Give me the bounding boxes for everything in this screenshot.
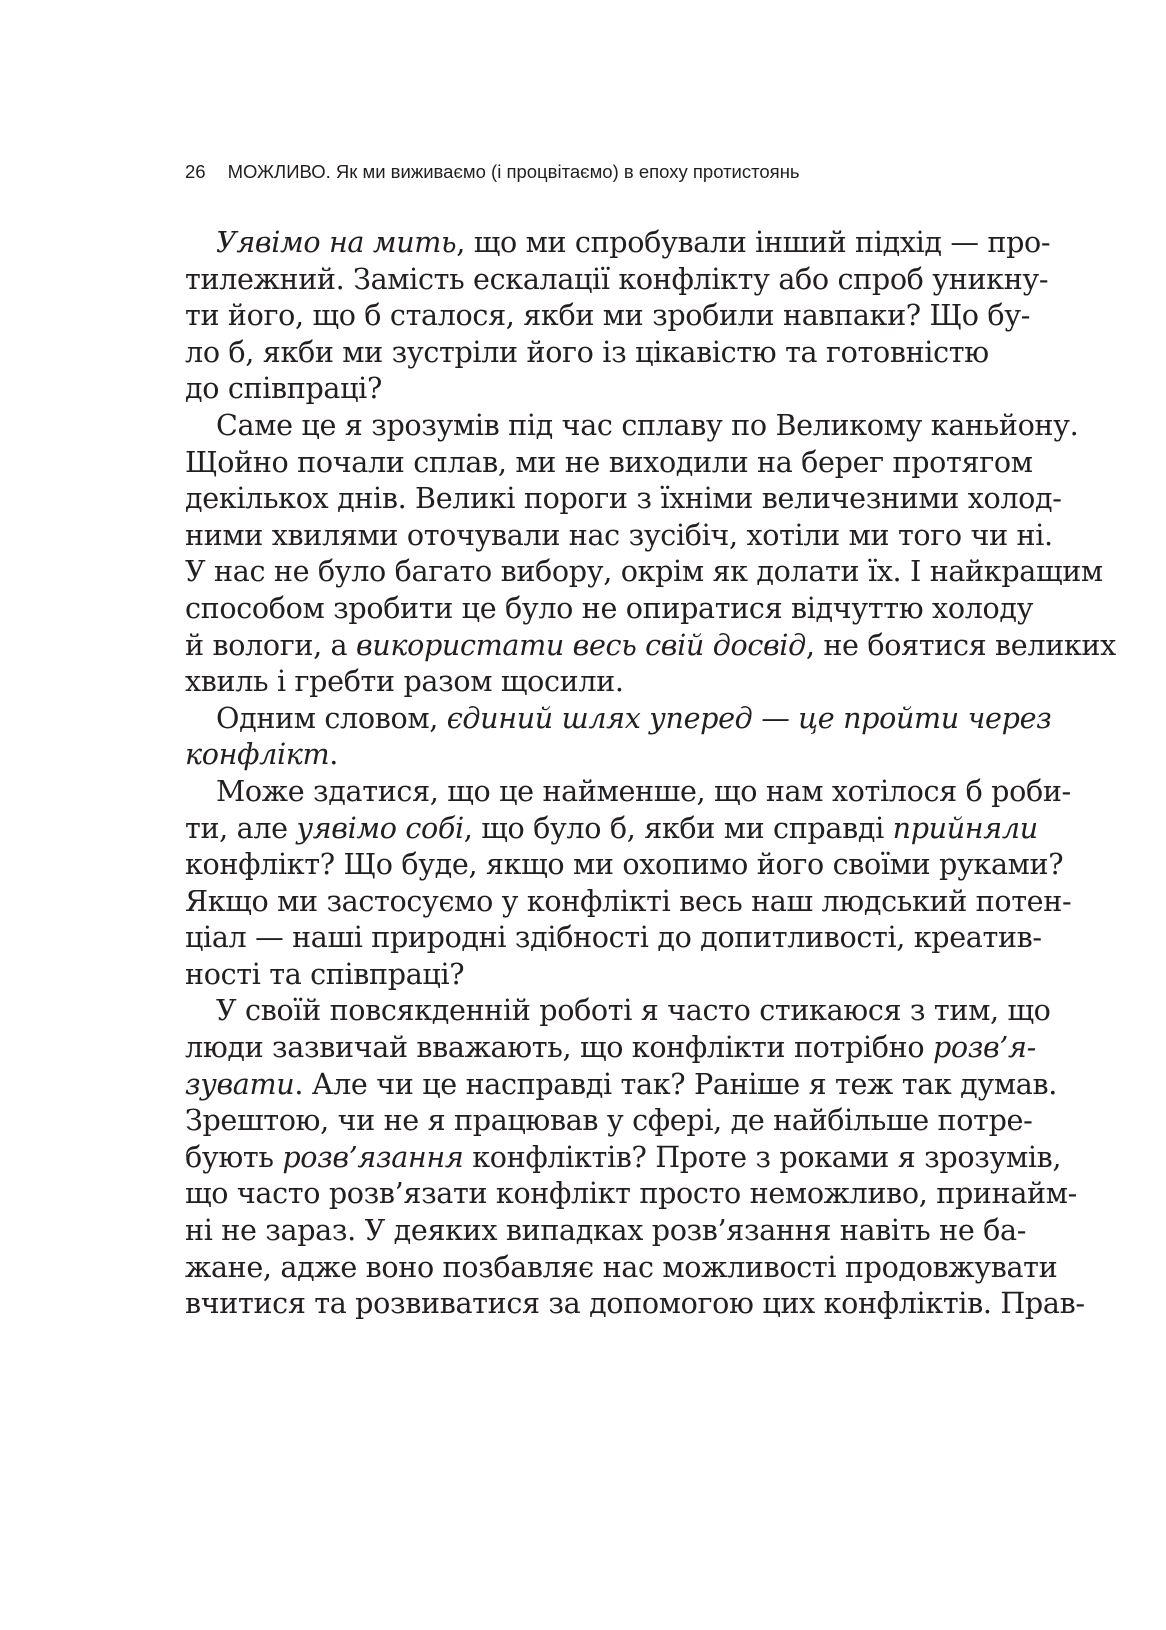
text-run: хвиль і гребти разом щосили. xyxy=(185,664,624,699)
italic-text: єдиний шлях уперед — це пройти через xyxy=(446,700,1052,735)
text-line xyxy=(185,883,1072,920)
text-run: Щойно почали сплав, ми не виходили на берег протягом xyxy=(185,444,1033,479)
text-line xyxy=(185,261,1049,298)
text-line xyxy=(185,553,1103,590)
text-run: ло б, якби ми зустріли його із цікавістю та готовністю xyxy=(185,334,989,369)
text-line xyxy=(185,590,1034,627)
text-run: ні не зараз. У деяких випадках розв’язання навіть не ба- xyxy=(185,1213,1027,1248)
text-run: до співпраці? xyxy=(185,371,382,406)
text-line xyxy=(185,1029,1036,1066)
text-run: й вологи, а xyxy=(185,627,356,662)
text-line xyxy=(185,773,1071,810)
text-run: ти, але xyxy=(185,810,297,845)
text-run: бують xyxy=(185,1139,283,1174)
text-line xyxy=(185,1212,1027,1249)
text-line xyxy=(185,444,1033,481)
text-run: Зрештою, чи не я працював у сфері, де найбільше потре- xyxy=(185,1103,1033,1138)
italic-text: розв’я- xyxy=(932,1030,1036,1065)
text-run: ціал — наші природні здібності до допитливості, креатив- xyxy=(185,920,1042,955)
paragraph xyxy=(185,773,1072,993)
text-line xyxy=(185,1139,1062,1176)
text-run: , що було б, якби ми справді xyxy=(463,810,893,845)
text-run: Одним словом, xyxy=(216,700,447,735)
book-title: МОЖЛИВО. xyxy=(227,161,331,182)
text-line xyxy=(185,1102,1033,1139)
text-run: ності та співпраці? xyxy=(185,956,465,991)
italic-text: використати весь свій досвід xyxy=(356,627,806,662)
text-run: Може здатися, що це найменше, що нам хотілося б роби- xyxy=(216,773,1071,808)
text-line xyxy=(185,992,1051,1029)
text-run: У своїй повсякденній роботі я часто стикаюся з тим, що xyxy=(216,993,1051,1028)
paragraph xyxy=(185,700,1052,773)
italic-text: розв’язання xyxy=(282,1139,464,1174)
text-run: Саме це я зрозумів під час сплаву по Великому каньйону. xyxy=(216,407,1079,442)
text-line xyxy=(185,370,985,407)
text-line xyxy=(185,480,1062,517)
text-line xyxy=(185,517,1053,554)
italic-text: зувати xyxy=(185,1066,295,1101)
text-line xyxy=(185,1285,1085,1322)
text-run: конфліктів? Проте з роками я зрозумів, xyxy=(463,1139,1062,1174)
text-run: жане, адже воно позбавляє нас можливості продовжувати xyxy=(185,1249,1058,1284)
italic-text: прийняли xyxy=(892,810,1038,845)
text-line xyxy=(185,407,1079,444)
text-run: Якщо ми застосуємо у конфлікті весь наш людський потен- xyxy=(185,883,1072,918)
italic-text: конфлікт xyxy=(185,737,330,772)
text-run: . Але чи це насправді так? Раніше я теж так думав. xyxy=(294,1066,1057,1101)
text-run: люди зазвичай вважають, що конфлікти потрібно xyxy=(185,1030,933,1065)
text-run: тилежний. Замість ескалації конфлікту або спроб уникну- xyxy=(185,261,1049,296)
text-run: , що ми спробували інший підхід — про- xyxy=(456,225,1051,259)
paragraph xyxy=(185,224,1051,407)
body-text xyxy=(185,224,1116,1322)
text-line xyxy=(185,224,1051,261)
text-line xyxy=(185,297,1031,334)
text-line xyxy=(185,1175,1077,1212)
paragraph xyxy=(185,407,1116,700)
text-run: декількох днів. Великі пороги з їхніми величезними холод- xyxy=(185,481,1062,516)
text-run: способом зробити це було не опиратися відчуттю холоду xyxy=(185,590,1034,625)
text-line xyxy=(185,663,985,700)
page-number: 26 xyxy=(185,161,206,182)
text-line xyxy=(185,334,989,371)
text-line xyxy=(185,810,1038,847)
paragraph xyxy=(185,992,1085,1321)
text-line xyxy=(185,700,1052,737)
text-line xyxy=(185,956,985,993)
text-line xyxy=(185,1066,1057,1103)
text-run: У нас не було багато вибору, окрім як долати їх. І найкращим xyxy=(185,554,1103,589)
text-run: вчитися та розвиватися за допомогою цих конфліктів. Прав- xyxy=(185,1286,1085,1321)
book-subtitle: Як ми виживаємо (і процвітаємо) в епоху протистоянь xyxy=(335,161,800,182)
text-run: що часто розв’язати конфлікт просто неможливо, принайм- xyxy=(185,1176,1077,1211)
italic-text: уявімо собі xyxy=(296,810,464,845)
running-header xyxy=(185,159,800,185)
italic-text: Уявімо на мить xyxy=(216,225,457,259)
text-run: ними хвилями оточували нас зусібіч, хотіли ми того чи ні. xyxy=(185,517,1053,552)
text-line xyxy=(185,919,1042,956)
text-run: ти його, що б сталося, якби ми зробили навпаки? Що бу- xyxy=(185,298,1031,333)
text-run: конфлікт? Що буде, якщо ми охопимо його своїми руками? xyxy=(185,847,1064,882)
text-line xyxy=(185,736,985,773)
text-line xyxy=(185,627,1116,664)
text-line xyxy=(185,846,1064,883)
text-run: , не боятися великих xyxy=(805,627,1116,662)
text-line xyxy=(185,1249,1058,1286)
text-run: . xyxy=(329,737,338,772)
